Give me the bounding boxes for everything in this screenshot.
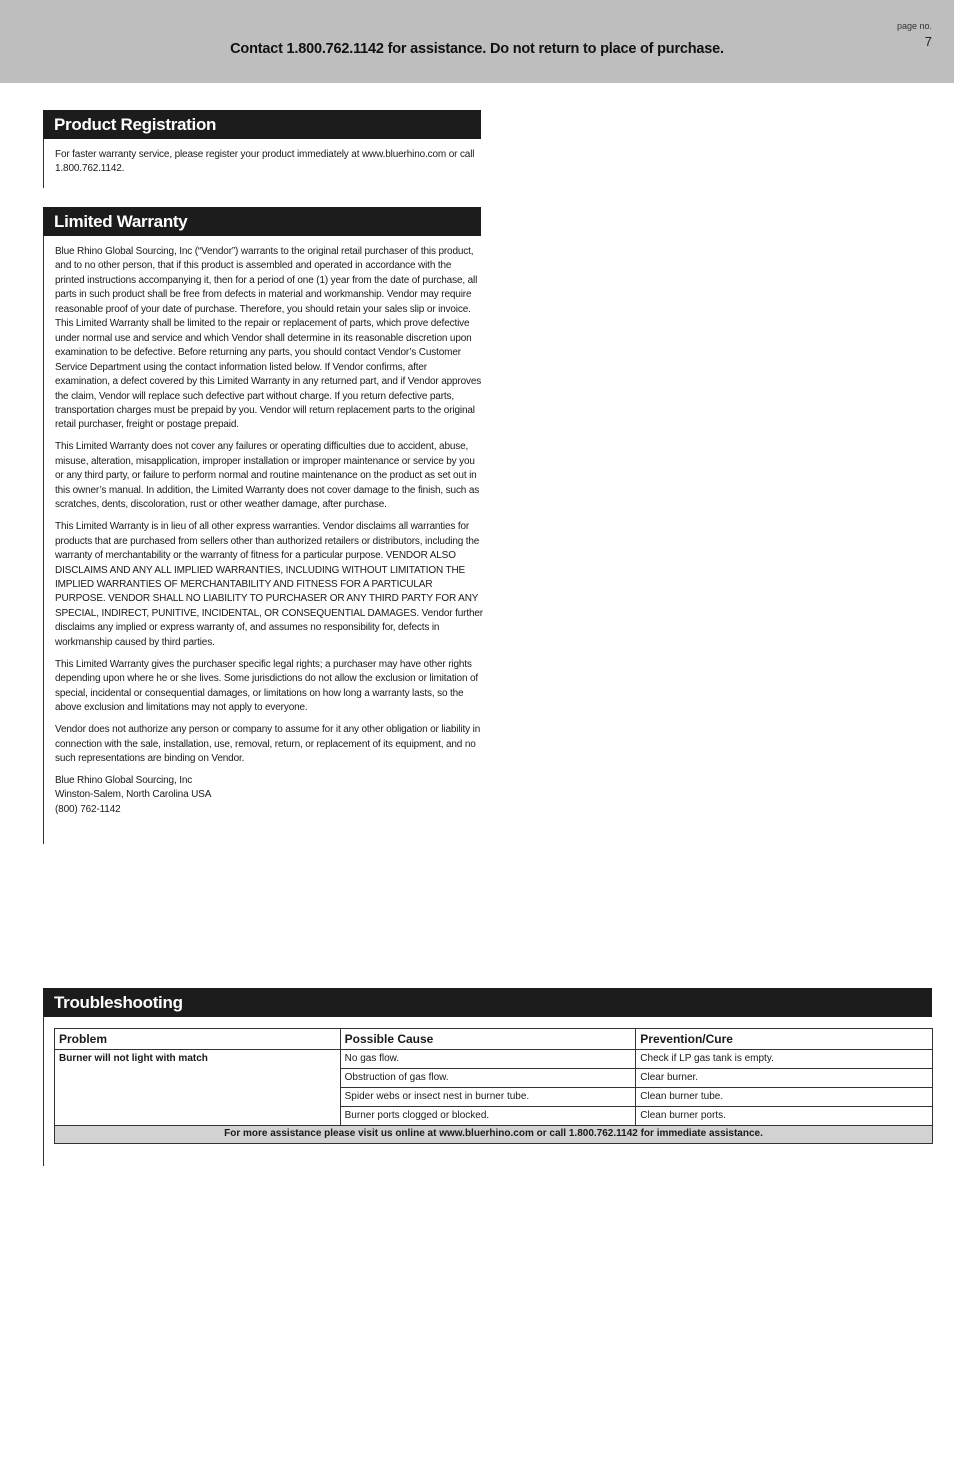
registration-header xyxy=(43,110,481,139)
warranty-paragraph: This Limited Warranty gives the purchaser specific legal rights; a purchaser may have other rights depending upon where he or she lives. Some jurisdictions do not allow the exclusion or limitation of special, incidental or consequential damages, or limitations on how long a warranty lasts, so the above exclusion and limitations may not apply to everyone. xyxy=(55,658,479,714)
vendor-city: Winston-Salem, North Carolina USA xyxy=(55,789,212,801)
cause-cell: Spider webs or insect nest in burner tube. xyxy=(340,1088,636,1107)
registration-text xyxy=(55,148,483,184)
troubleshooting-table xyxy=(54,1028,933,1144)
cause-cell: Burner ports clogged or blocked. xyxy=(340,1107,636,1126)
troubleshooting-header xyxy=(43,988,932,1017)
warranty-text xyxy=(55,245,483,817)
registration-paragraph: For faster warranty service, please register your product immediately at www.bluerhino.com or call 1.800.762.1142. xyxy=(55,149,475,175)
contact-banner: Contact 1.800.762.1142 for assistance. Do not return to place of purchase. xyxy=(230,41,724,57)
column-header-cure: Prevention/Cure xyxy=(636,1029,933,1050)
assistance-note: For more assistance please visit us online at www.bluerhino.com or call 1.800.762.1142 for immediate assistance. xyxy=(55,1126,933,1144)
warranty-title: Limited Warranty xyxy=(54,211,188,231)
cause-cell: Obstruction of gas flow. xyxy=(340,1069,636,1088)
table-header-row xyxy=(55,1029,933,1050)
cause-cell: No gas flow. xyxy=(340,1050,636,1069)
vendor-address xyxy=(55,774,483,818)
table-row xyxy=(55,1050,933,1069)
section-rule xyxy=(43,207,44,844)
problem-cell: Burner will not light with match xyxy=(55,1050,341,1126)
vendor-company: Blue Rhino Global Sourcing, Inc xyxy=(55,774,193,786)
cure-cell: Clean burner tube. xyxy=(636,1088,933,1107)
cure-cell: Clean burner ports. xyxy=(636,1107,933,1126)
warranty-header xyxy=(43,207,481,236)
warranty-paragraph: This Limited Warranty does not cover any failures or operating difficulties due to accident, abuse, misuse, alteration, misapplication, improper installation or improper maintenance or service by you or any third party, or failure to perform normal and routine maintenance on the product as set out in this owner’s manual. In addition, the Limited Warranty does not cover damage to the finish, such as scratches, dents, discoloration, rust or other weather damage, after purchase. xyxy=(55,441,480,511)
page-number: 7 xyxy=(924,34,932,49)
header-bar xyxy=(0,0,954,83)
warranty-paragraph: This Limited Warranty is in lieu of all other express warranties. Vendor disclaims all warranties for products that are purchased from sellers other than authorized retailers or distributors, including the warranty of merchantability or the warranty of fitness for a particular purpose. VENDOR ALSO DISCLAIMS AND ANY ALL IMPLIED WARRANTIES, INCLUDING WITHOUT LIMITATION THE IMPLIED WARRANTIES OF MERCHANTABILITY AND FITNESS FOR A PARTICULAR PURPOSE. VENDOR SHALL NO LIABILITY TO PURCHASER OR ANY THIRD PARTY FOR ANY SPECIAL, INDIRECT, PUNITIVE, INCIDENTAL, OR CONSEQUENTIAL DAMAGES. Vendor further disclaims any implied or express warranty of, and assumes no responsibility for, defects in workmanship caused by third parties. xyxy=(55,521,483,648)
column-header-problem: Problem xyxy=(55,1029,341,1050)
troubleshooting-title: Troubleshooting xyxy=(54,992,183,1012)
column-header-cause: Possible Cause xyxy=(340,1029,636,1050)
table-footer-row xyxy=(55,1126,933,1144)
registration-title: Product Registration xyxy=(54,114,217,134)
vendor-phone: (800) 762-1142 xyxy=(55,803,121,815)
cure-cell: Check if LP gas tank is empty. xyxy=(636,1050,933,1069)
warranty-paragraph: Blue Rhino Global Sourcing, Inc (“Vendor”) warrants to the original retail purchaser of this product, and to no other person, that if this product is assembled and operated in accordance with the printed instructions accompanying it, then for a period of one (1) year from the date of purchase, all parts in such product shall be free from defects in material and workmanship. Vendor may require reasonable proof of your date of purchase. Therefore, you should retain your sales slip or invoice. This Limited Warranty shall be limited to the repair or replacement of parts, which prove defective under normal use and service and which Vendor shall determine in its reasonable discretion upon examination to be defective. Before returning any parts, you should contact Vendor’s Customer Service Department using the contact information listed below. If Vendor confirms, after examination, a defect covered by this Limited Warranty in any returned part, and if Vendor approves the claim, Vendor will replace such defective part without charge. If you return defective parts, transportation charges must be prepaid by you. Vendor will return replacement parts to the original retail purchaser, freight or postage prepaid. xyxy=(55,246,482,431)
page-number-label: page no. xyxy=(896,21,932,31)
warranty-paragraph: Vendor does not authorize any person or company to assume for it any other obligation or liability in connection with the sale, installation, use, removal, return, or replacement of its equipment, and no such representations are binding on Vendor. xyxy=(55,724,481,764)
cure-cell: Clear burner. xyxy=(636,1069,933,1088)
